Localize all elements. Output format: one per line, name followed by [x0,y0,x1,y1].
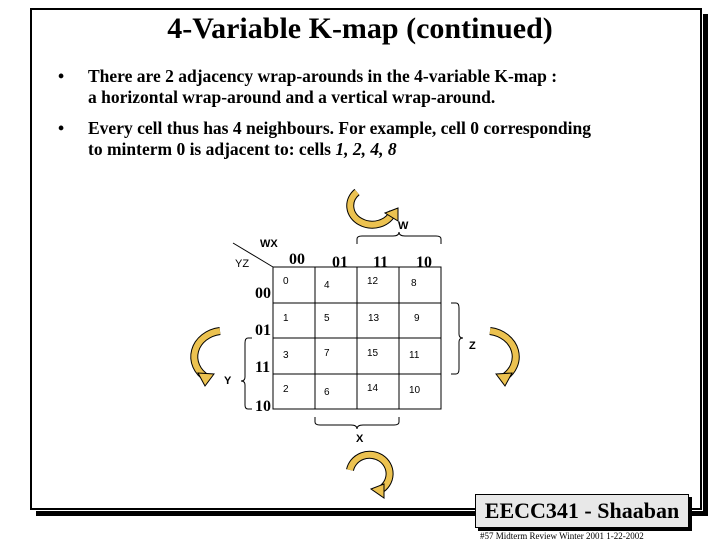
var-w-label: W [398,220,409,232]
var-x-label: X [356,433,364,445]
kmap-cell: 15 [367,348,379,359]
kmap-cell: 4 [324,280,330,291]
kmap-cell: 8 [411,278,417,289]
bullet-line: There are 2 adjacency wrap-arounds in the 4-variable K-map : [88,66,558,86]
col-header: 01 [332,254,348,271]
wrap-arrow-bottom [350,455,390,498]
kmap-cell: 6 [324,387,330,398]
bullet-marker: • [58,66,65,86]
kmap-cell: 12 [367,276,379,287]
col-header: 10 [416,254,432,271]
row-header: 01 [255,322,271,339]
z-brace [451,303,463,374]
col-header: 11 [373,254,389,271]
kmap-row-var-label: YZ [235,258,250,270]
w-brace [357,232,441,244]
kmap-col-var-label: WX [260,238,278,250]
kmap-cell: 10 [409,385,421,396]
slide-title: 4-Variable K-map (continued) [167,12,553,45]
kmap-cell: 3 [283,350,289,361]
kmap-cell: 13 [368,313,380,324]
x-brace [315,417,399,429]
var-z-label: Z [469,340,476,352]
kmap-cell: 9 [414,313,420,324]
course-badge: EECC341 - Shaaban [475,494,689,528]
slide-footer-info: #57 Midterm Review Winter 2001 1-22-2002 [480,531,644,541]
kmap-cell: 7 [324,348,330,359]
bullet-line: Every cell thus has 4 neighbours. For example, cell 0 corresponding [88,118,591,138]
adjacent-cells: 1, 2, 4, 8 [335,139,397,159]
kmap-cell: 11 [409,350,420,361]
wrap-arrow-top [350,192,398,225]
row-header: 00 [255,285,271,302]
bullet-line-prefix: to minterm 0 is adjacent to: cells [88,139,336,159]
row-header: 11 [255,359,271,376]
kmap-cell: 2 [283,384,289,395]
bullet-marker: • [58,118,65,138]
var-y-label: Y [224,375,232,387]
kmap-cell: 5 [324,313,330,324]
col-header: 00 [289,251,305,268]
wrap-arrow-right [490,331,516,386]
y-brace [241,338,252,409]
row-header: 10 [255,398,271,415]
kmap-cell: 1 [283,313,289,324]
wrap-arrow-left [194,331,220,386]
kmap-cell: 14 [367,383,379,394]
bullet-line: a horizontal wrap-around and a vertical wrap-around. [88,87,496,107]
kmap-cell: 0 [283,276,289,287]
